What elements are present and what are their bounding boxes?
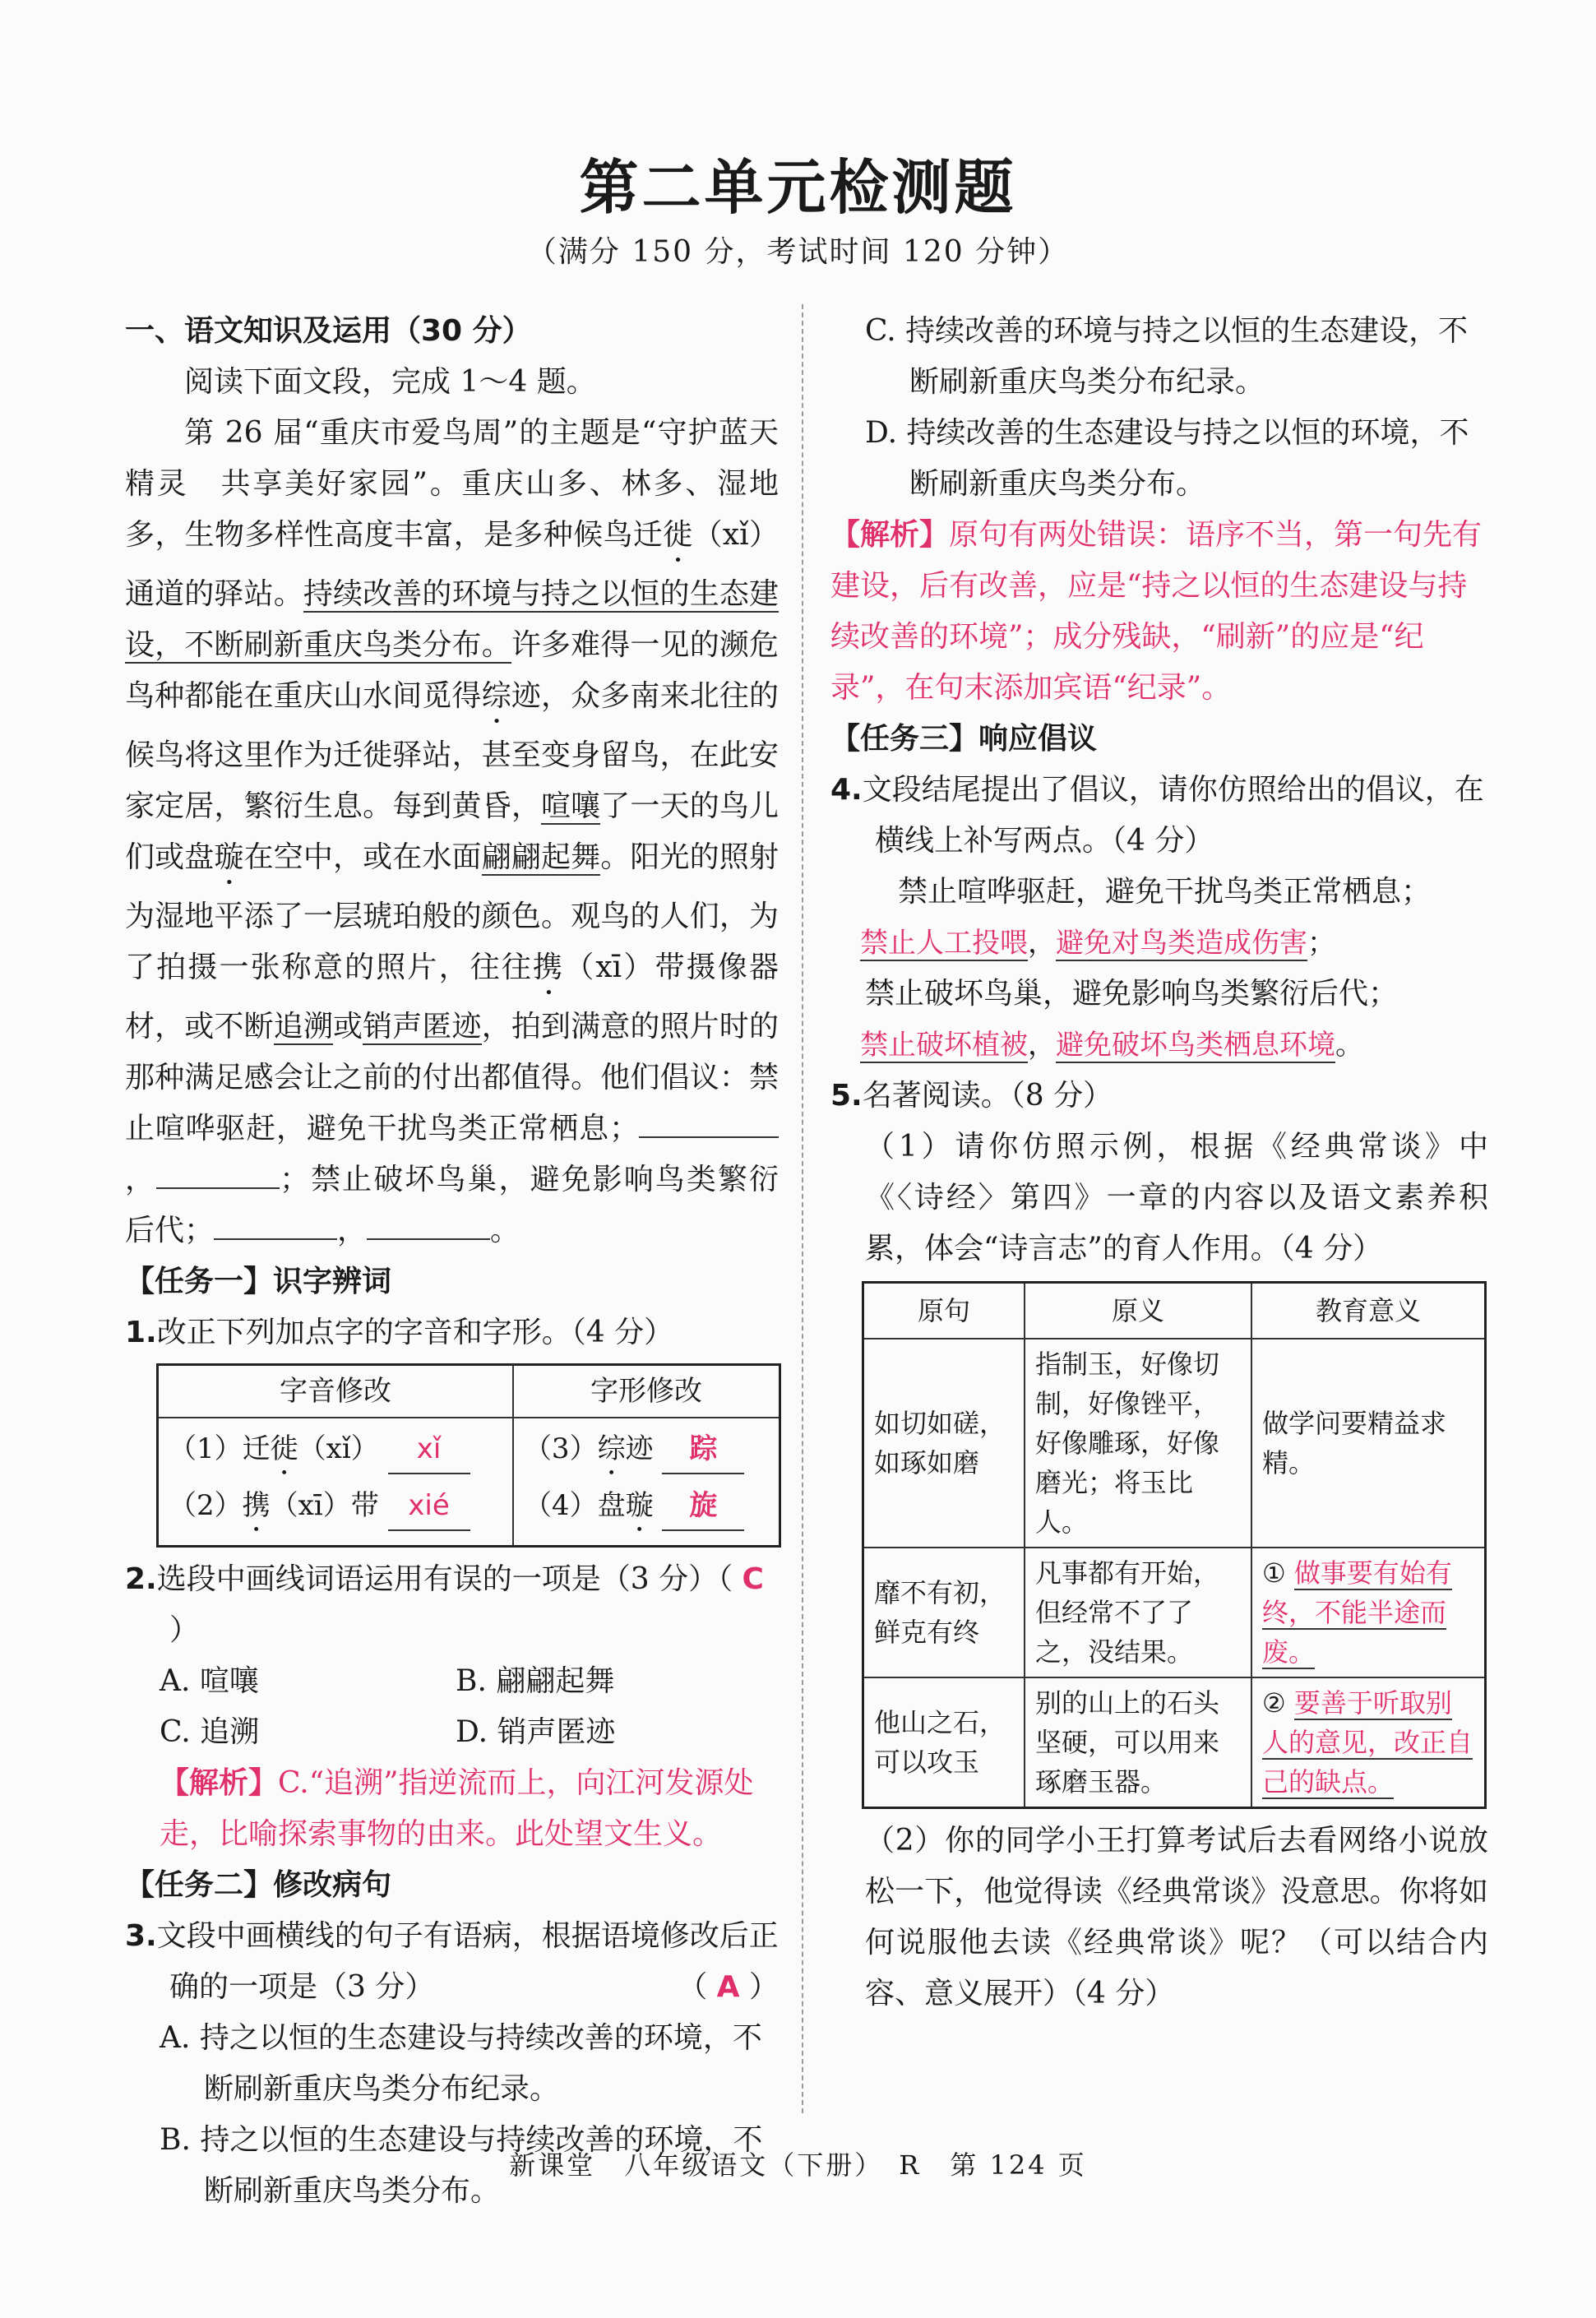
page-title: 第二单元检测题 [579, 153, 1017, 222]
passage-text: 了一天的鸟儿们或盘 [125, 789, 779, 874]
proposal-example: 禁止喧哗驱赶，避免干扰鸟类正常栖息； [898, 875, 1432, 909]
question-text: 文段中画横线的句子有语病，根据语境修改后正确的一项是（3 分） [156, 1919, 779, 2004]
pronunciation-cell [158, 1418, 513, 1547]
table-cell: 指制玉，好像切制，好像锉平，好像雕琢，好像磨光；将玉比人。 [1025, 1339, 1251, 1548]
underlined-word: 翩翩起舞 [481, 840, 601, 874]
option-d[interactable]: D. 销声匿迹 [456, 1715, 616, 1749]
blank-number: ① [1262, 1557, 1286, 1589]
item-text: （4）盘 [523, 1489, 626, 1522]
question-text: 改正下列加点字的字音和字形。（4 分） [156, 1316, 674, 1349]
item-text: （xī）带 [270, 1489, 379, 1522]
blank-number: ② [1262, 1687, 1286, 1719]
section-heading: 一、语文知识及运用（30 分） [125, 314, 532, 348]
question-3 [125, 1911, 779, 2013]
answer-blank[interactable] [639, 1103, 779, 1138]
table-row [863, 1677, 1486, 1808]
dotted-char: 璇 [625, 1489, 654, 1522]
item-text: （2） [169, 1489, 243, 1522]
question-text: 名著阅读。（8 分） [862, 1079, 1113, 1113]
answer-char[interactable]: 踪 [662, 1425, 744, 1474]
answer-blank[interactable] [367, 1205, 490, 1240]
table-cell: 他山之石，可以攻玉 [863, 1677, 1025, 1808]
answer-text[interactable]: 避免对鸟类造成伤害 [1056, 927, 1307, 960]
table-cell: 如切如磋，如琢如磨 [863, 1339, 1025, 1548]
dotted-char: 综 [481, 679, 511, 713]
explanation-q3 [830, 510, 1488, 714]
character-cell [513, 1418, 780, 1547]
table-row [863, 1548, 1486, 1677]
table-row [863, 1339, 1486, 1548]
explanation-text: C.“追溯”指逆流而上，向江河发源处走，比喻探索事物的由来。此处望文生义。 [160, 1766, 754, 1851]
proposal-answer-1: 禁止人工投喂，避免对鸟类造成伤害； [860, 927, 1335, 960]
question-text: ） [169, 1613, 200, 1647]
passage-text: 在空中，或在水面 [243, 840, 482, 874]
question-2 [125, 1554, 779, 1656]
item-text: （1）迁 [169, 1432, 271, 1465]
dotted-char: 综 [597, 1432, 626, 1465]
table-header: 原句 [863, 1283, 1025, 1339]
reading-passage: 第 26 届“重庆市爱鸟周”的主题是“守护蓝天精灵 共享美好家园”。重庆山多、林多、湿地多，生物多样性高度丰富，是多种候鸟迁徙（xǐ）通道的驿站。持续改善的环境与持之以恒的生态建设，不断刷新重庆鸟类分布。许多难得一见的濒危鸟种都能在重庆山水间觅得综迹，众多南来北往的候鸟将这里作为迁徙驿站，甚至变身留鸟，在此安家定居，繁衍生息。每到黄昏，喧嚷了一天的鸟儿们或盘璇在空中，或在水面翩翩起舞。阳光的照射为湿地平添了一层琥珀般的颜色。观鸟的人们，为了拍摄一张称意的照片，往往携（xī）带摄像器材，或不断追溯或销声匿迹，拍到满意的照片时的那种满足感会让之前的付出都值得。他们倡议：禁止喧哗驱赶，避免干扰鸟类正常栖息；， ；禁止破坏鸟巢，避免影响鸟类繁衍后代； ， 。 [125, 416, 779, 1247]
option-b[interactable]: B. 翩翩起舞 [456, 1664, 615, 1698]
passage-text: ， [337, 1214, 368, 1247]
option-d[interactable]: D. 持续改善的生态建设与持之以恒的环境，不断刷新重庆鸟类分布。 [865, 416, 1469, 501]
option-b[interactable]: B. 持之以恒的生态建设与持续改善的环境，不断刷新重庆鸟类分布。 [160, 2123, 763, 2208]
table-header: 原义 [1025, 1283, 1251, 1339]
question-number: 4. [830, 773, 863, 807]
options-row [125, 1707, 779, 1758]
column-divider [802, 304, 803, 2113]
answer-pinyin[interactable]: xǐ [388, 1425, 470, 1474]
page-subtitle: （满分 150 分，考试时间 120 分钟） [526, 235, 1070, 269]
table-header: 字音修改 [158, 1365, 513, 1418]
answer-text[interactable]: 禁止破坏植被 [860, 1029, 1028, 1062]
item-text: （xǐ） [298, 1432, 379, 1465]
question-text: 选段中画线词语运用有误的一项是（3 分）（ [156, 1562, 733, 1596]
option-c[interactable]: C. 持续改善的环境与持之以恒的生态建设，不断刷新重庆鸟类分布纪录。 [865, 314, 1469, 399]
table-cell: 凡事都有开始，但经常不了了之，没结果。 [1025, 1548, 1251, 1677]
item-text: 迹 [625, 1432, 654, 1465]
dotted-char: 璇 [214, 840, 244, 874]
table-cell: 做学问要精益求精。 [1251, 1339, 1486, 1548]
passage-text: 。 [490, 1214, 520, 1247]
page-footer: 新课堂 八年级语文（下册） R 第 124 页 [509, 2149, 1087, 2181]
question-1 [125, 1307, 779, 1358]
passage-text: 许多难得一见的濒危鸟种都能在重庆山水间觅得 [125, 628, 779, 713]
task-heading: 【任务三】响应倡议 [830, 722, 1098, 756]
passage-text: 。阳光的照射为湿地平添了一层琥珀般的颜色。观鸟的人们，为了拍摄一张称意的照片，往往 [125, 840, 779, 984]
dotted-char: 徙 [270, 1432, 298, 1465]
question-number: 5. [830, 1079, 863, 1113]
question-5-1: （1）请你仿照示例，根据《经典常谈》中《〈诗经〉第四》一章的内容以及语文素养积累，体会“诗言志”的育人作用。（4 分） [865, 1130, 1488, 1265]
option-c[interactable]: C. 追溯 [160, 1715, 260, 1749]
question-number: 1. [125, 1316, 157, 1349]
answer-blank[interactable] [156, 1154, 280, 1189]
question-4 [830, 765, 1488, 867]
underlined-word: 销声匿迹 [363, 1010, 482, 1043]
task-heading: 【任务二】修改病句 [125, 1868, 392, 1902]
table-cell: 别的山上的石头坚硬，可以用来琢磨玉器。 [1025, 1677, 1251, 1808]
correction-table [156, 1363, 781, 1548]
answer-text[interactable]: 避免破坏鸟类栖息环境 [1056, 1029, 1335, 1062]
dotted-char: 携 [533, 951, 565, 984]
underlined-word: 喧嚷 [540, 789, 601, 823]
question-5-2: （2）你的同学小王打算考试后去看网络小说放松一下，他觉得读《经典常谈》没意思。你将如何说服他去读《经典常谈》呢？（可以结合内容、意义展开）（4 分） [865, 1824, 1488, 2010]
reading-intro: 阅读下面文段，完成 1～4 题。 [184, 365, 596, 399]
answer-cell[interactable] [1251, 1677, 1486, 1808]
option-a[interactable]: A. 喧嚷 [160, 1664, 259, 1698]
answer-text: 做事要有始有终，不能半途而废。 [1262, 1557, 1452, 1668]
answer-pinyin[interactable]: xié [388, 1482, 470, 1531]
question-text: ） [748, 1970, 779, 2004]
proposal-answer-2: 禁止破坏植被，避免破坏鸟类栖息环境。 [860, 1029, 1363, 1062]
explanation-text: 原句有两处错误：语序不当，第一句先有建设，后有改善，应是“持之以恒的生态建设与持续改善的环境”；成分残缺，“刷新”的应是“纪录”，在句末添加宾语“纪录”。 [830, 518, 1483, 705]
answer-choice[interactable]: A [716, 1970, 740, 2004]
passage-text: 第 26 届“重庆市爱鸟周”的主题是“守护蓝天精灵 共享美好家园”。重庆山多、林多、湿地多，生物多样性高度丰富，是多种候鸟迁 [125, 416, 779, 552]
poetry-table [862, 1281, 1487, 1809]
explanation-tag: 【解析】 [160, 1766, 279, 1800]
table-header: 教育意义 [1251, 1283, 1486, 1339]
explanation-tag: 【解析】 [830, 518, 950, 552]
explanation-q2 [125, 1758, 779, 1860]
options-row [125, 1656, 779, 1707]
underlined-sentence: 持续改善的环境与持之以恒的生态建设，不断刷新重庆鸟类分布。 [125, 577, 779, 662]
proposal-example: 禁止破坏鸟巢，避免影响鸟类繁衍后代； [865, 977, 1399, 1011]
left-column [125, 306, 779, 2217]
question-number: 3. [125, 1919, 157, 1953]
dotted-char: 徙 [663, 518, 693, 552]
passage-text: （xī）带摄像器材，或不断 [125, 951, 779, 1043]
answer-choice[interactable]: C [742, 1562, 764, 1596]
answer-text: 要善于听取别人的意见，改正自己的缺点。 [1262, 1687, 1473, 1797]
right-column [830, 306, 1488, 2020]
question-text: （ [678, 1970, 708, 2004]
underlined-word: 追溯 [273, 1010, 333, 1043]
table-header: 字形修改 [513, 1365, 780, 1418]
passage-text: 或 [332, 1010, 363, 1043]
question-text: 文段结尾提出了倡议，请你仿照给出的倡议，在横线上补写两点。（4 分） [862, 773, 1484, 858]
passage-text: （xǐ）通道的驿站。 [125, 518, 779, 611]
answer-cell[interactable] [1251, 1548, 1486, 1677]
option-a[interactable]: A. 持之以恒的生态建设与持续改善的环境，不断刷新重庆鸟类分布纪录。 [160, 2021, 762, 2106]
passage-text: ，拍到满意的照片时的那种满足感会让之前的付出都值得。他们倡议：禁止喧哗驱赶，避免干扰鸟类正常栖息； [125, 1010, 779, 1145]
task-heading: 【任务一】识字辨词 [125, 1265, 392, 1298]
item-text: （3） [523, 1432, 598, 1465]
dotted-char: 携 [242, 1489, 271, 1522]
passage-text: ；禁止破坏鸟巢，避免影响鸟类繁衍后代； [125, 1163, 779, 1247]
answer-char[interactable]: 旋 [662, 1482, 744, 1531]
passage-text: 迹，众多南来北往的候鸟将这里作为迁徙驿站，甚至变身留鸟，在此安家定居，繁衍生息。每到黄昏， [125, 679, 779, 823]
question-number: 2. [125, 1562, 157, 1596]
answer-blank[interactable] [214, 1205, 337, 1240]
table-cell: 靡不有初，鲜克有终 [863, 1548, 1025, 1677]
answer-text[interactable]: 禁止人工投喂 [860, 927, 1028, 960]
question-5 [830, 1071, 1488, 1122]
